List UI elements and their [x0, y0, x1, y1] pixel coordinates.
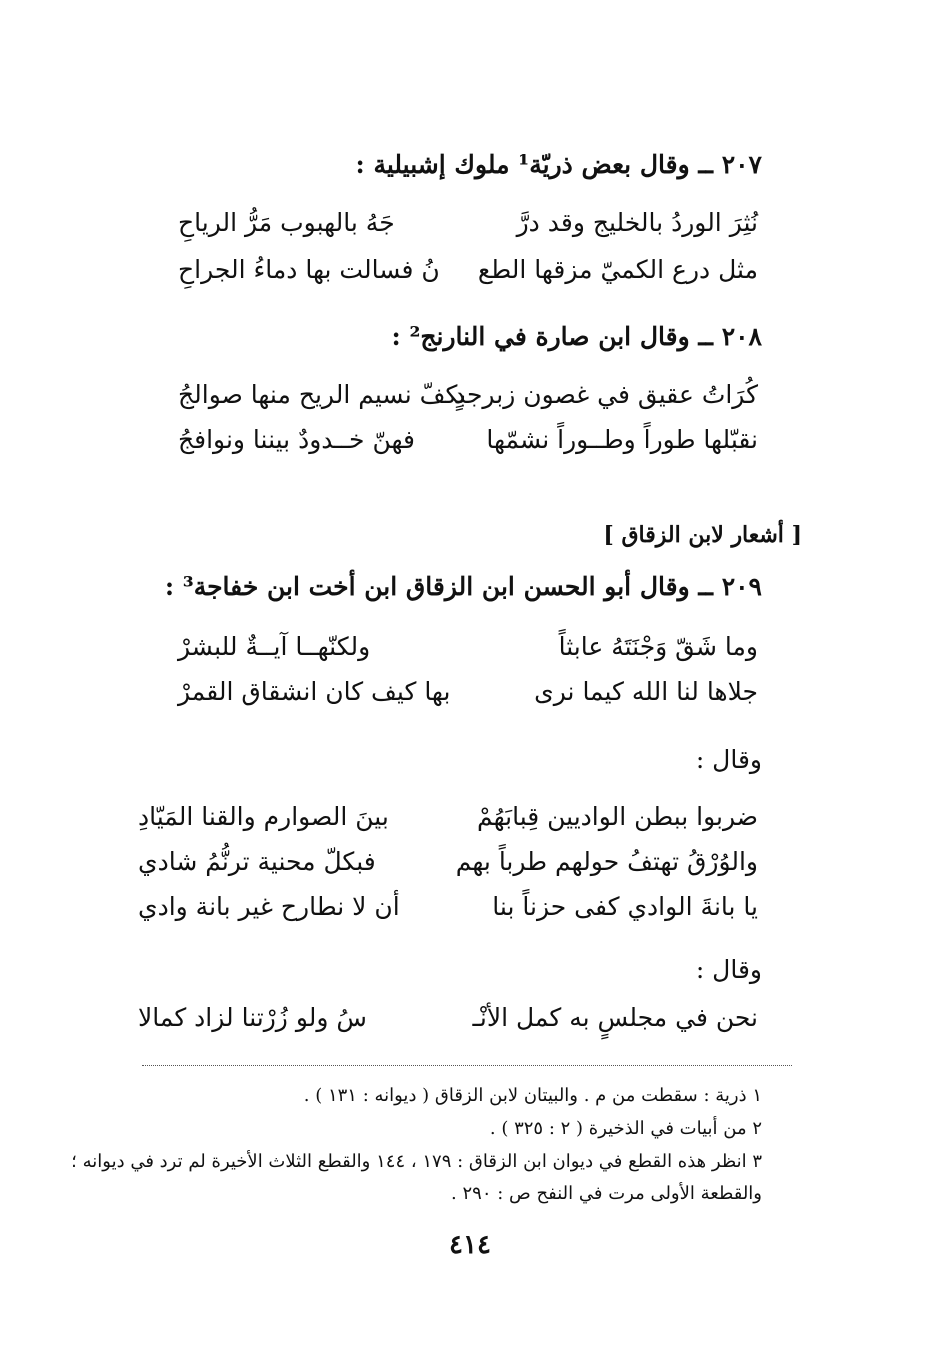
- hemistich: فبكلّ محنية ترنُّمُ شادي: [138, 847, 376, 876]
- poem-intro: وقال :: [695, 955, 762, 984]
- hemistich: كُرَاتُ عقيق في غصون زبرجدٍ: [453, 380, 758, 409]
- footnote-3: ٣ انظر هذه القطع في ديوان ابن الزقاق : ١٧٩ ، ١٤٤ والقطع الثلاث الأخيرة لم ترد في ديوانه ؛: [71, 1151, 762, 1172]
- poem-208-verse-2: [178, 425, 758, 465]
- hemistich: بها كيف كان انشقاق القمرْ: [178, 677, 451, 706]
- poem-208-verse-1: [178, 380, 758, 420]
- hemistich: مثل درع الكميّ مزقها الطع: [477, 255, 758, 284]
- hemistich: سُ ولو زُرْتنا لزاد كمالا: [138, 1003, 367, 1032]
- hemistich: فهنّ خــدودٌ بيننا ونوافجُ: [178, 425, 415, 454]
- footnote-2: ٢ من أبيات في الذخيرة ( ٢ : ٣٢٥ ) .: [489, 1118, 762, 1139]
- footnote-3-continued: والقطعة الأولى مرت في النفح ص : ٢٩٠ .: [451, 1183, 762, 1204]
- hemistich: أن لا نطارح غير بانة وادي: [138, 892, 400, 921]
- section-title: [ أشعار لابن الزقاق ]: [603, 522, 802, 548]
- hemistich: نحن في مجلسٍ به كمل الأنْـ: [472, 1003, 758, 1032]
- poem-209-verse-2: [178, 677, 758, 717]
- poem-verse-1: [138, 802, 758, 842]
- footnote-separator: [142, 1065, 792, 1066]
- hemistich: يا بانةَ الوادي كفى حزناً بنا: [492, 892, 758, 921]
- poem-207-verse-1: [178, 208, 758, 248]
- hemistich: جلاها لنا الله كيما نرى: [534, 677, 758, 706]
- poem-verse-2: [138, 847, 758, 887]
- hemistich: بينَ الصوارم والقنا المَيّادِ: [138, 802, 389, 831]
- poem-verse-1: [138, 1003, 758, 1043]
- poem-207-heading: ٢٠٧ ــ وقال بعض ذريّة¹ ملوك إشبيلية :: [355, 150, 762, 179]
- poem-209-heading: ٢٠٩ ــ وقال أبو الحسن ابن الزقاق ابن أخت ابن خفاجة³ :: [164, 572, 762, 601]
- hemistich: نُثِرَ الوردُ بالخليج وقد درَّ: [516, 208, 758, 237]
- poem-208-heading: ٢٠٨ ــ وقال ابن صارة في النارنج² :: [391, 322, 762, 351]
- poem-209-verse-1: [178, 632, 758, 672]
- hemistich: وما شَقّ وَجْنَتَهُ عابثاً: [558, 632, 758, 661]
- hemistich: نُ فسالت بها دماءُ الجراحِ: [178, 255, 440, 284]
- hemistich: نقبّلها طوراً وطــوراً نشمّها: [486, 425, 758, 454]
- page-number: ٤١٤: [449, 1230, 491, 1260]
- hemistich: جَهُ بالهبوب مَرُّ الرياحِ: [178, 208, 395, 237]
- poem-207-verse-2: [178, 255, 758, 295]
- hemistich: ولكنّهــا آيــةٌ للبشرْ: [178, 632, 371, 661]
- poem-verse-3: [138, 892, 758, 932]
- hemistich: ضربوا ببطن الواديين قِبابَهُمْ: [476, 802, 758, 831]
- hemistich: والوُرْقُ تهتفُ حولهم طرباً بهم: [455, 847, 758, 876]
- hemistich: بكفّ نسيم الريح منها صوالجُ: [178, 380, 467, 409]
- poem-intro: وقال :: [695, 745, 762, 774]
- footnote-1: ١ ذرية : سقطت من م . والبيتان لابن الزقاق ( ديوانه : ١٣١ ) .: [303, 1085, 762, 1106]
